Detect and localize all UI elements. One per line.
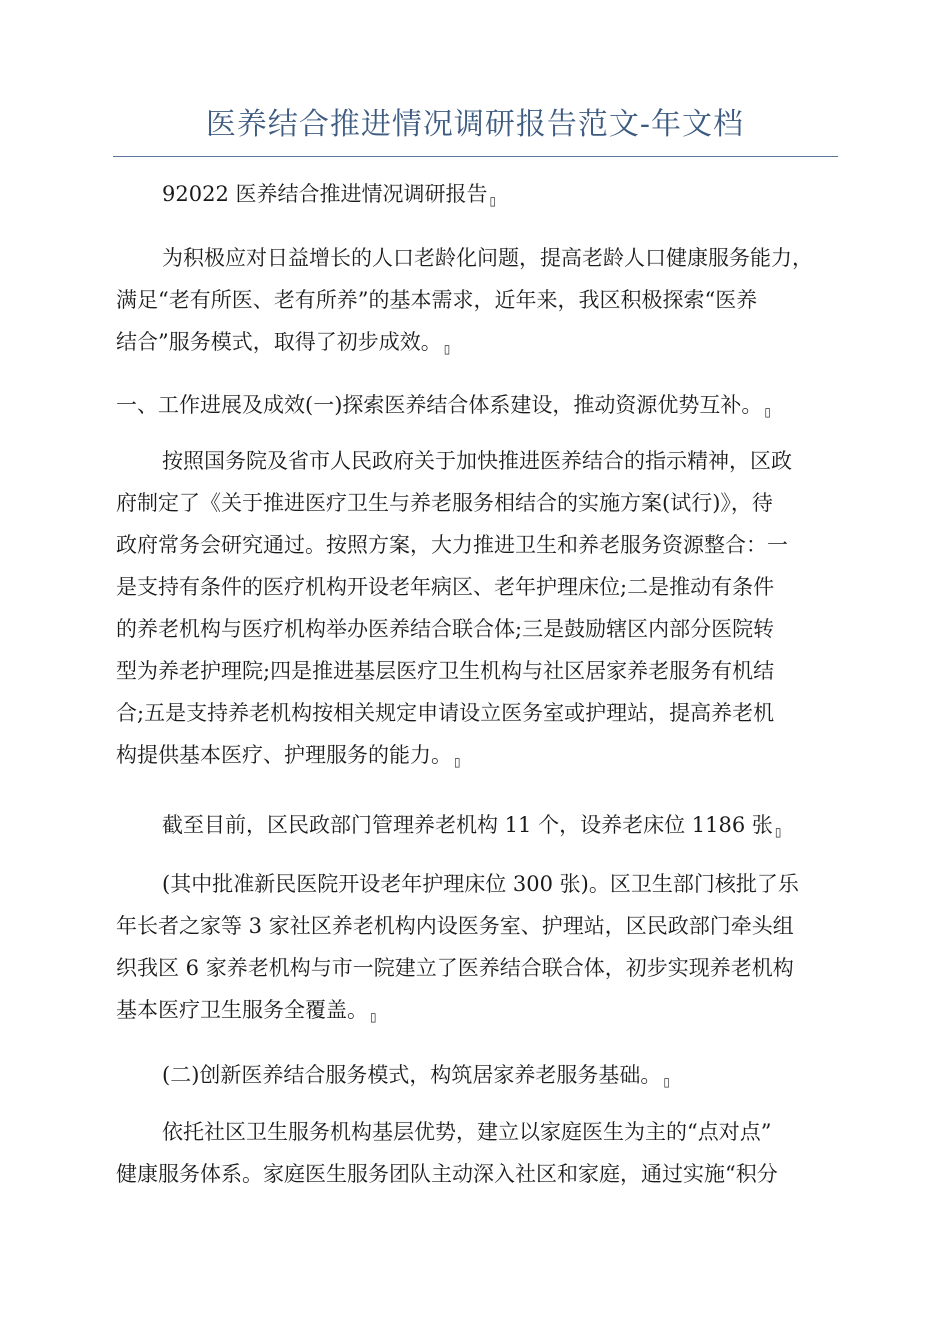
paragraph-intro (116, 237, 844, 363)
text-line: 合;五是支持养老机构按相关规定申请设立医务室或护理站，提高养老机 (116, 701, 775, 725)
text-line: 织我区 6 家养老机构与市一院建立了医养结合联合体，初步实现养老机构 (116, 956, 794, 980)
paragraph-mark: ▯ (454, 755, 461, 769)
section-heading-2 (116, 1054, 890, 1096)
document-title: 医养结合推进情况调研报告范文-年文档 (205, 107, 745, 142)
text-line: 是支持有条件的医疗机构开设老年病区、老年护理床位;二是推动有条件 (116, 575, 775, 599)
paragraph-approval (116, 863, 844, 1031)
title-divider (113, 156, 838, 157)
paragraph-mark: ▯ (443, 342, 451, 356)
text-line: (二)创新医养结合服务模式，构筑居家养老服务基础。 (162, 1063, 662, 1087)
text-line: (其中批准新民医院开设老年护理床位 300 张)。区卫生部门核批了乐 (162, 872, 799, 896)
text-line: 府制定了《关于推进医疗卫生与养老服务相结合的实施方案(试行)》，待 (116, 491, 773, 515)
text-line: 的养老机构与医疗机构举办医养结合联合体;三是鼓励辖区内部分医院转 (116, 617, 775, 641)
paragraph-heading-date (116, 173, 890, 215)
text-line: 依托社区卫生服务机构基层优势，建立以家庭医生为主的“点对点” (162, 1120, 772, 1144)
paragraph-service-model (116, 1111, 844, 1195)
text-line: 92022 医养结合推进情况调研报告 (162, 182, 488, 206)
text-line: 截至目前，区民政部门管理养老机构 11 个，设养老床位 1186 张 (162, 813, 773, 837)
text-line: 满足“老有所医、老有所养”的基本需求，近年来，我区积极探索“医养 (116, 288, 758, 312)
paragraph-statistics (116, 804, 890, 846)
paragraph-mark: ▯ (489, 194, 497, 208)
text-line: 年长者之家等 3 家社区养老机构内设医务室、护理站，区民政部门牵头组 (116, 914, 794, 938)
paragraph-mark: ▯ (370, 1010, 377, 1024)
text-line: 为积极应对日益增长的人口老龄化问题，提高老龄人口健康服务能力， (162, 246, 813, 270)
text-line: 健康服务体系。家庭医生服务团队主动深入社区和家庭，通过实施“积分 (116, 1162, 778, 1186)
paragraph-mark: ▯ (663, 1075, 670, 1089)
text-line: 结合”服务模式，取得了初步成效。 (116, 330, 442, 354)
text-line: 按照国务院及省市人民政府关于加快推进医养结合的指示精神，区政 (162, 449, 792, 473)
section-heading-1 (116, 384, 844, 426)
paragraph-mark: ▯ (774, 825, 782, 839)
text-line: 政府常务会研究通过。按照方案，大力推进卫生和养老服务资源整合：一 (116, 533, 788, 557)
text-line: 型为养老护理院;四是推进基层医疗卫生机构与社区居家养老服务有机结 (116, 659, 775, 683)
text-line: 一、工作进展及成效(一)探索医养结合体系建设，推动资源优势互补。 (116, 393, 763, 417)
text-line: 构提供基本医疗、护理服务的能力。 (116, 743, 452, 767)
paragraph-mark: ▯ (764, 405, 771, 419)
paragraph-policy (116, 440, 844, 776)
text-line: 基本医疗卫生服务全覆盖。 (116, 998, 368, 1022)
